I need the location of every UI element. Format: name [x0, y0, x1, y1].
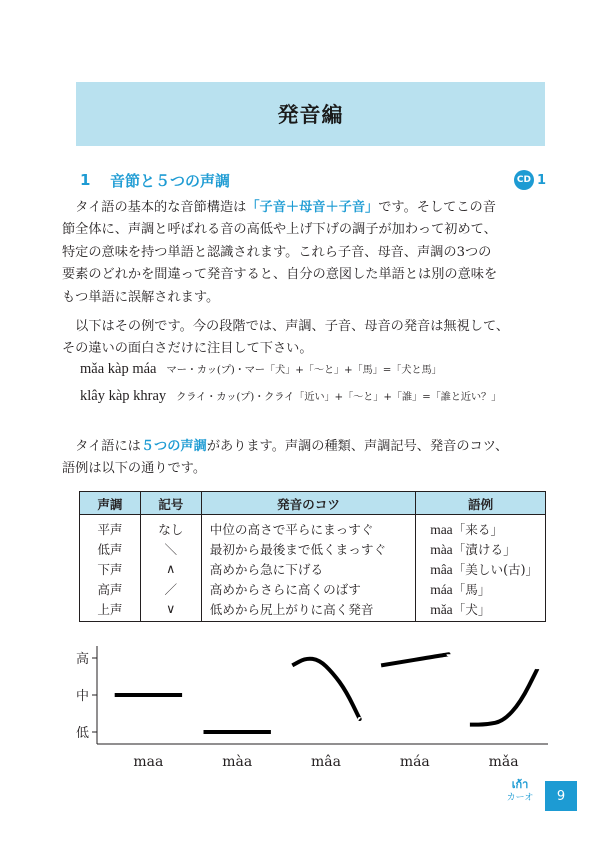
x-tick-label: màa — [222, 754, 253, 770]
tone-mark: なし — [140, 515, 201, 539]
tone-tip: 最初から最後まで低くまっすぐ — [201, 538, 415, 558]
highlight-five-tones: ５つの声調 — [140, 439, 207, 454]
highlight-structure: 「子音＋母音＋子音」 — [246, 200, 379, 215]
y-tick-label: 高 — [75, 652, 89, 667]
section-heading — [80, 168, 546, 192]
intro-paragraph — [62, 197, 546, 309]
tone-contour-line — [470, 669, 537, 725]
column-header: 語例 — [416, 492, 546, 515]
tone-mark: ∧ — [140, 558, 201, 578]
tone-name: 低声 — [80, 538, 141, 558]
tone-contour-chart — [55, 638, 555, 778]
example-intro-line: その違いの面白さだけに注目して下さい。 — [62, 341, 313, 357]
intro-line: 節全体に、声調と呼ばれる音の高低や上げ下げの調子が加わって初めて、 — [62, 222, 497, 238]
page-number-tab — [545, 781, 577, 811]
page-number-thai — [500, 778, 540, 804]
section-title: 音節と５つの声調 — [110, 171, 231, 190]
example-intro-paragraph — [62, 316, 546, 361]
tone-contour-line — [292, 659, 359, 719]
cd-track-badge — [514, 170, 546, 190]
column-header: 記号 — [140, 492, 201, 515]
example-intro-line: 以下はその例です。今の段階では、声調、子音、母音の発音は無視して、 — [62, 319, 510, 334]
tone-name: 上声 — [80, 598, 141, 622]
example-sentence — [80, 361, 550, 378]
thai-numeral: เก้า — [511, 778, 529, 791]
tone-name: 下声 — [80, 558, 141, 578]
example-romanization: mǎa kàp máa — [80, 361, 157, 377]
intro-line: 要素のどれかを間違って発音すると、自分の意図した単語とは別の意味を — [62, 267, 498, 283]
table-row — [80, 515, 546, 539]
tone-mark: ∨ — [140, 598, 201, 622]
x-tick-label: maa — [133, 754, 164, 770]
chapter-banner — [76, 82, 545, 146]
tone-example: máa「馬」 — [416, 578, 546, 598]
tone-mark: ／ — [140, 578, 201, 598]
table-header-row — [80, 492, 546, 515]
tones-intro-paragraph — [62, 436, 546, 481]
tone-mark: ＼ — [140, 538, 201, 558]
x-tick-label: mâa — [311, 754, 341, 770]
example-gloss: マー・カッ(プ)・マー「犬」+「～と」+「馬」=「犬と馬」 — [166, 364, 442, 376]
example-gloss: クライ・カッ(プ)・クライ「近い」+「～と」+「誰」=「誰と近い？」 — [176, 391, 502, 403]
page-number: 9 — [556, 788, 566, 804]
section-number: 1 — [80, 171, 91, 189]
tone-tip: 高めから急に下げる — [201, 558, 415, 578]
y-tick-label: 低 — [75, 726, 89, 741]
cd-track-number: 1 — [536, 172, 546, 188]
intro-line: タイ語の基本的な音節構造は「子音＋母音＋子音」です。そしてこの音 — [62, 200, 496, 215]
tones-intro-line: 語例は以下の通りです。 — [62, 461, 207, 477]
table-row — [80, 538, 546, 558]
column-header: 発音のコツ — [201, 492, 415, 515]
tones-intro-line: タイ語には５つの声調があります。声調の種類、声調記号、発音のコツ、 — [62, 439, 509, 454]
table-row — [80, 598, 546, 622]
example-sentence — [80, 388, 550, 405]
tone-tip: 中位の高さで平らにまっすぐ — [201, 515, 415, 539]
example-romanization: klây kàp khray — [80, 388, 167, 404]
tone-example: màa「漬ける」 — [416, 538, 546, 558]
tone-example: maa「来る」 — [416, 515, 546, 539]
table-row — [80, 558, 546, 578]
tone-table — [79, 491, 546, 622]
column-header: 声調 — [80, 492, 141, 515]
x-tick-label: mǎa — [488, 754, 519, 770]
table-row — [80, 578, 546, 598]
intro-line: 特定の意味を持つ単語と認識されます。これら子音、母音、声調の3つの — [62, 244, 492, 260]
cd-icon: CD — [514, 170, 534, 190]
tone-contour-line — [381, 654, 448, 665]
tone-tip: 高めからさらに高くのばす — [201, 578, 415, 598]
numeral-reading: カーオ — [506, 793, 534, 803]
x-tick-label: máa — [399, 754, 430, 770]
tone-example: mǎa「犬」 — [416, 598, 546, 622]
tone-example: mâa「美しい(古)」 — [416, 558, 546, 578]
intro-line: もつ単語に誤解されます。 — [62, 289, 220, 305]
y-tick-label: 中 — [75, 689, 89, 704]
tone-name: 高声 — [80, 578, 141, 598]
chapter-title: 発音編 — [277, 103, 344, 127]
tone-name: 平声 — [80, 515, 141, 539]
tone-tip: 低めから尻上がりに高く発音 — [201, 598, 415, 622]
